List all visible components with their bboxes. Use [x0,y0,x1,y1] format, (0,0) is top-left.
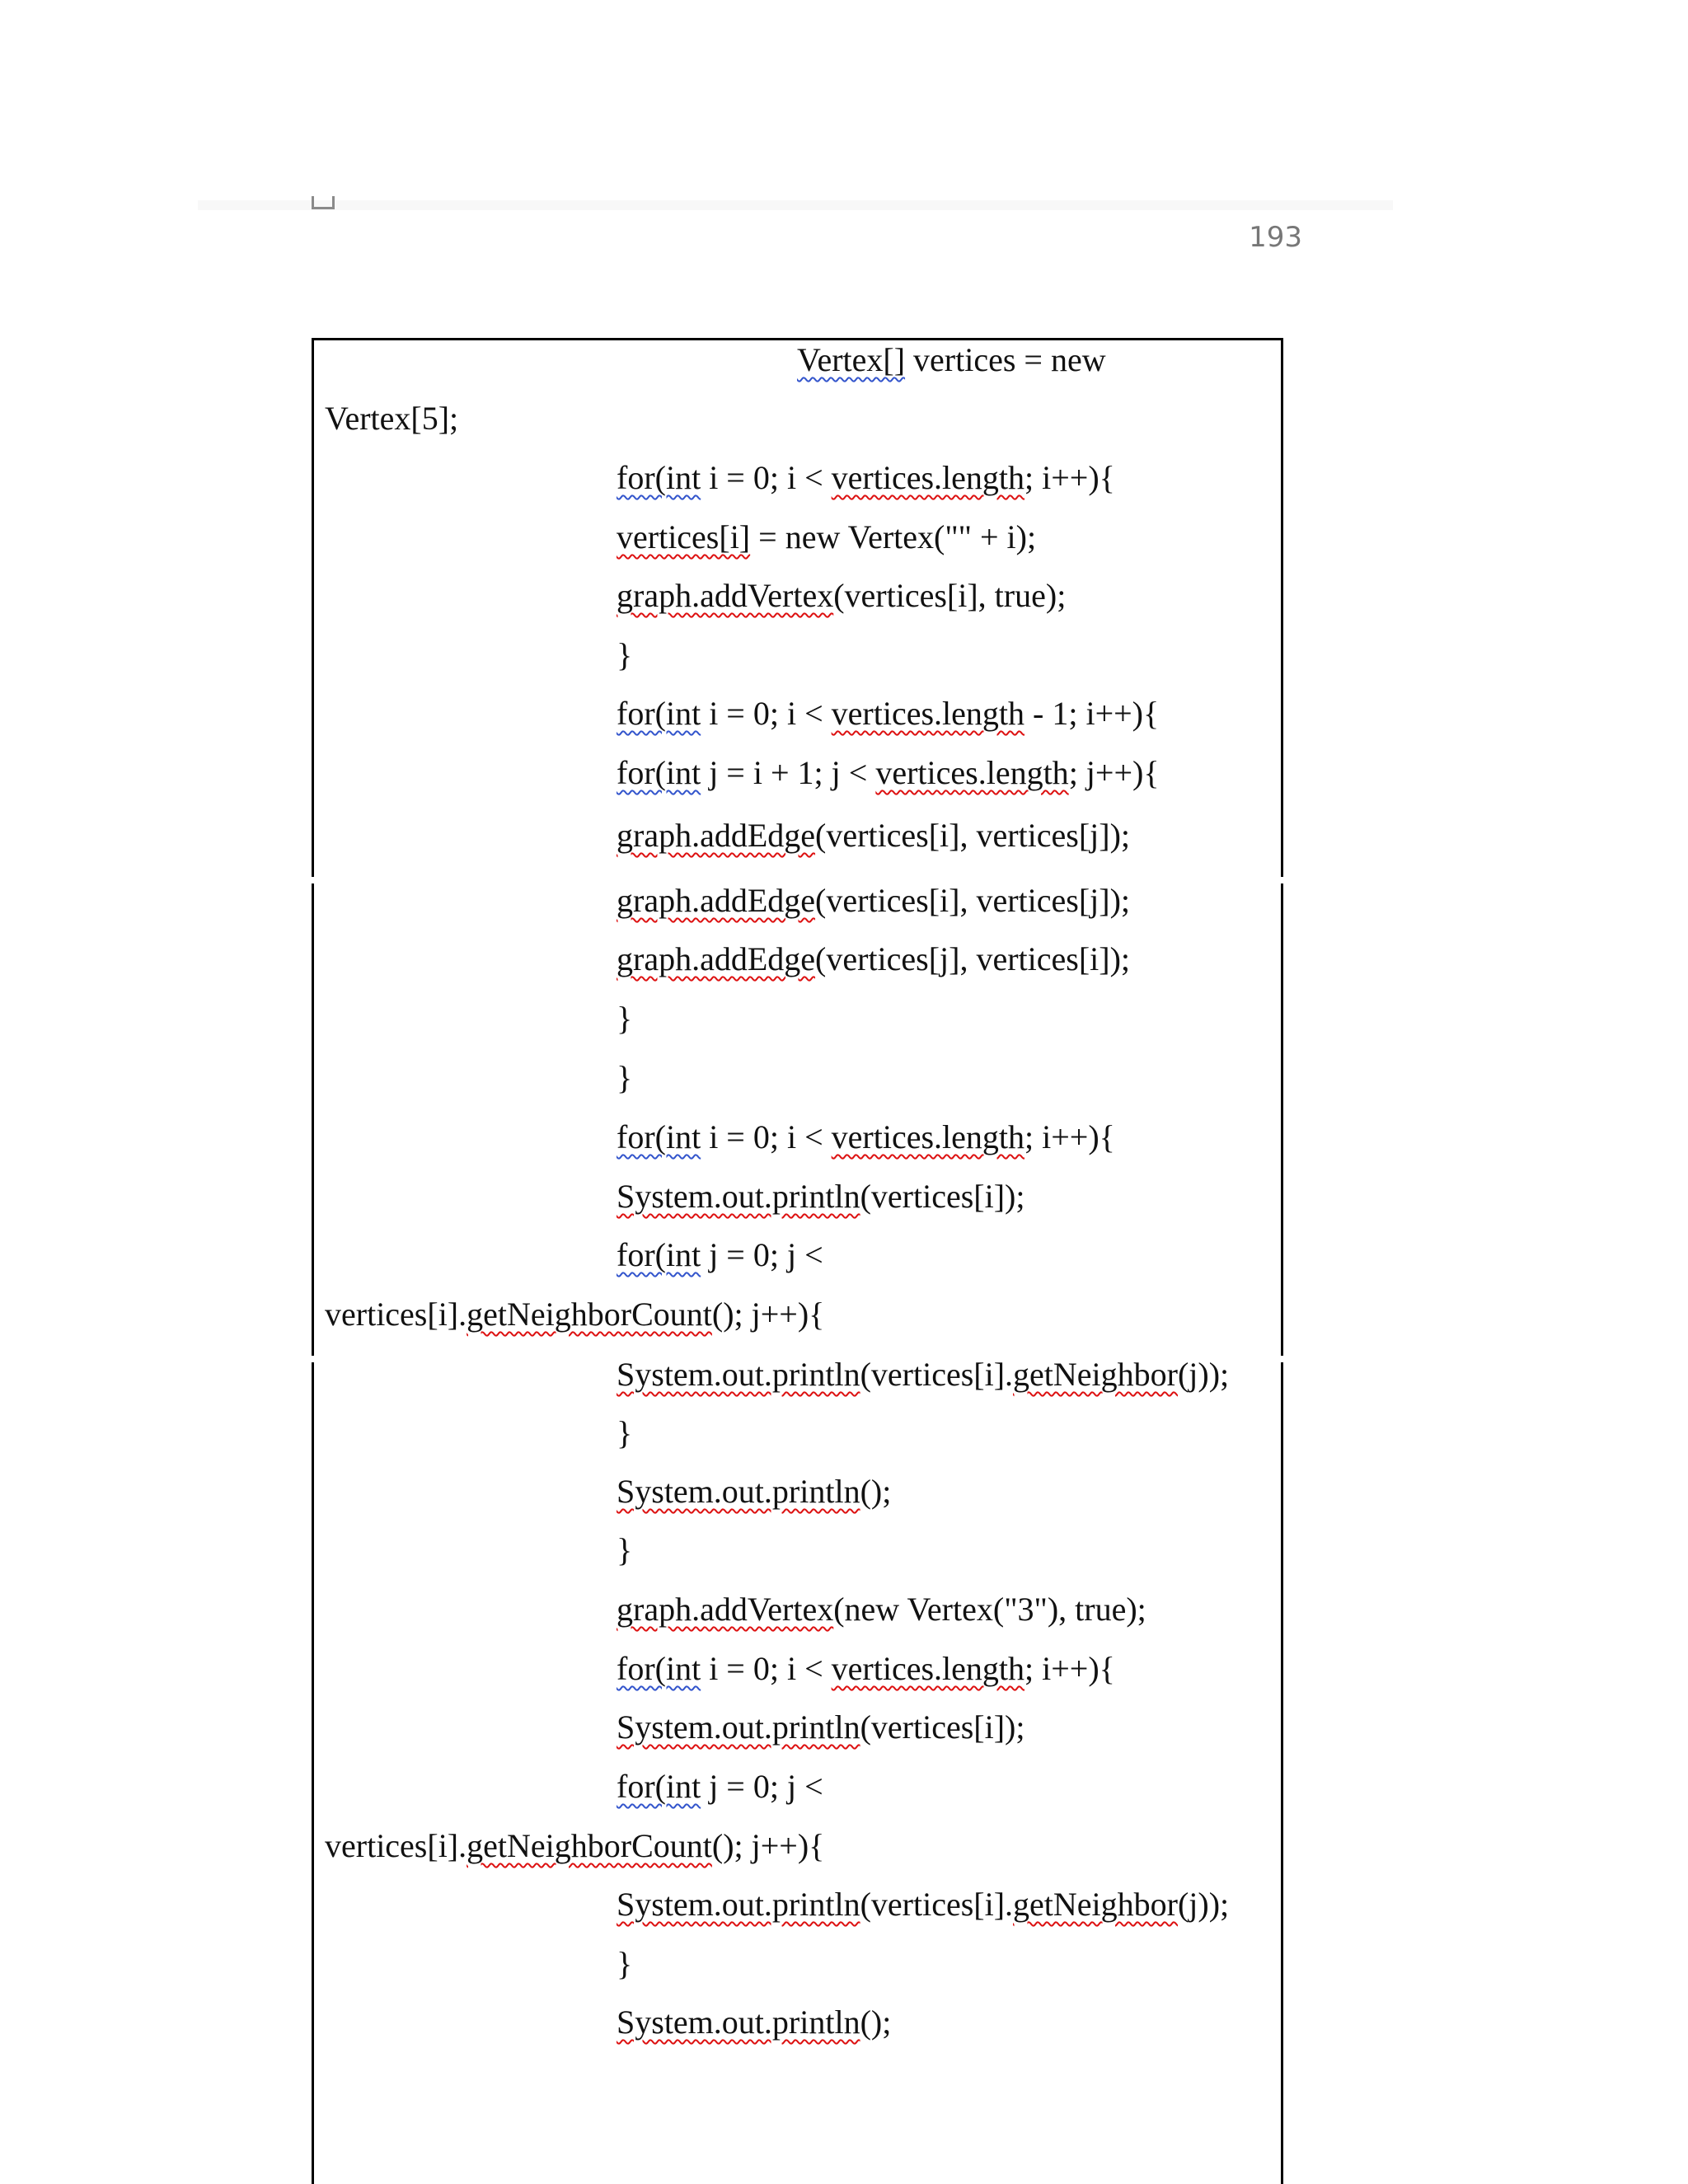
code-line [617,1708,1025,1747]
code-token: = new Vertex("" + i); [750,518,1037,555]
code-line [617,1885,1229,1924]
code-token: graph.addEdge [617,882,816,919]
code-token: for(int [617,459,701,496]
code-token: for(int [617,695,701,732]
code-token: for(int [617,754,701,791]
code-line [797,340,1106,380]
code-token: ; i++){ [1025,1650,1115,1687]
code-token: vertices[i]. [325,1827,467,1864]
code-line: } [617,1000,633,1037]
border-gap-right [1280,1356,1287,1362]
code-token: j = 0; j < [701,1768,823,1805]
code-line [617,1767,823,1807]
header-band [198,200,1393,210]
code-token: (j)); [1177,1356,1230,1393]
code-token: (vertices[i], vertices[j]); [815,817,1131,854]
code-line [617,694,1159,733]
code-token: vertices.length [831,1650,1025,1687]
code-token: vertices[i]. [325,1296,467,1333]
code-token: (new Vertex("3"), true); [833,1591,1146,1628]
code-token: (); [860,2004,892,2041]
code-token: getNeighborCount [467,1827,712,1864]
code-line [325,1826,824,1866]
code-line [325,1295,824,1334]
code-line: } [617,636,633,673]
code-line: } [617,1531,633,1568]
code-line: } [617,1945,633,1982]
code-token: (); [860,1473,892,1510]
code-token: (); j++){ [711,1827,825,1864]
code-token: j = i + 1; j < [701,754,876,791]
code-line [617,576,1066,616]
header-corner-mark [312,196,335,209]
code-line [617,753,1160,793]
code-line [617,2003,891,2042]
code-token: for(int [617,1118,701,1155]
code-line: Vertex[5]; [325,400,459,437]
code-token: j = 0; j < [701,1236,823,1273]
code-token: i = 0; i < [701,1650,832,1687]
code-token: getNeighborCount [467,1296,712,1333]
code-token: (vertices[j], vertices[i]); [815,940,1131,977]
code-token: for(int [617,1236,701,1273]
code-token: (vertices[i], vertices[j]); [815,882,1131,919]
code-token: i = 0; i < [701,459,832,496]
code-token: vertices = new [905,341,1106,378]
code-token: System.out.println [617,1708,860,1746]
border-gap-left [309,1356,316,1362]
code-token: vertices.length [875,754,1069,791]
code-line [617,1235,823,1275]
code-token: getNeighbor [1013,1356,1178,1393]
code-token: graph.addVertex [617,577,834,614]
code-token: for(int [617,1650,701,1687]
code-line [617,940,1130,979]
code-token: ; i++){ [1025,1118,1115,1155]
code-token: vertices.length [831,459,1025,496]
code-line [617,816,1130,855]
code-token: (vertices[i]); [860,1178,1025,1215]
code-token: for(int [617,1768,701,1805]
code-token: ; j++){ [1068,754,1160,791]
code-token: getNeighbor [1013,1886,1178,1923]
code-token: (vertices[i], true); [833,577,1067,614]
code-token: vertices.length [831,695,1025,732]
code-token: vertices[i] [617,518,751,555]
code-token: graph.addEdge [617,940,816,977]
code-token: (j)); [1177,1886,1230,1923]
code-token: (); j++){ [711,1296,825,1333]
border-gap-right [1280,877,1287,883]
code-token: System.out.println [617,1473,860,1510]
code-line [617,1118,1115,1157]
code-token: i = 0; i < [701,695,832,732]
code-line [617,1355,1229,1394]
code-line: } [617,1414,633,1451]
code-line [617,458,1115,498]
code-token: i = 0; i < [701,1118,832,1155]
code-token: (vertices[i]. [860,1356,1014,1393]
code-token: System.out.println [617,1178,860,1215]
code-token: graph.addEdge [617,817,816,854]
code-line [617,1472,891,1511]
code-token: System.out.println [617,1356,860,1393]
code-token: (vertices[i]); [860,1708,1025,1746]
code-token: ; i++){ [1025,459,1115,496]
code-token: vertices.length [831,1118,1025,1155]
code-line [617,1590,1146,1629]
code-token: - 1; i++){ [1025,695,1160,732]
code-line [617,881,1130,921]
code-token: graph.addVertex [617,1591,834,1628]
code-token: (vertices[i]. [860,1886,1014,1923]
code-line [617,518,1036,557]
code-line [617,1649,1115,1689]
code-token: System.out.println [617,2004,860,2041]
border-gap-left [309,877,316,883]
code-token: Vertex[] [797,341,906,378]
code-line [617,1177,1025,1216]
code-line: } [617,1059,633,1096]
page-number: 193 [1249,221,1302,254]
code-token: System.out.println [617,1886,860,1923]
